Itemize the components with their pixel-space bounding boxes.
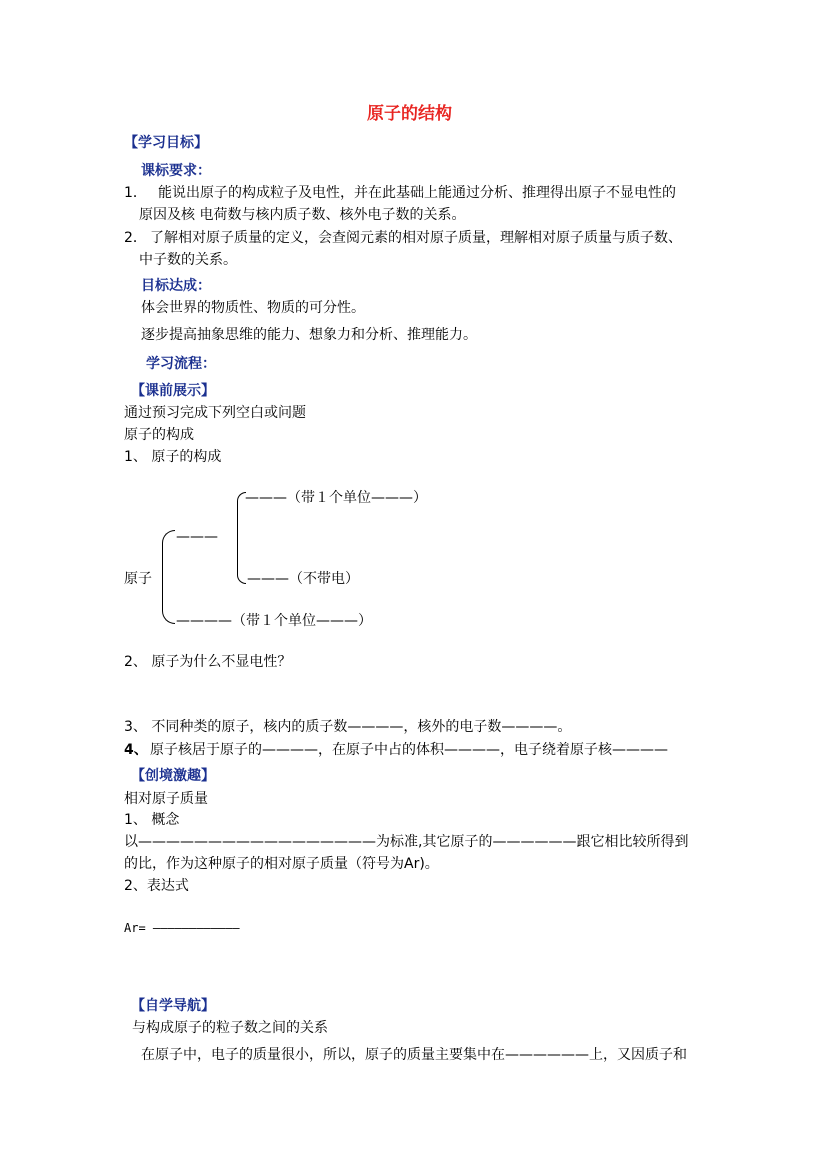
goal-item-1-line-1: 能说出原子的构成粒子及电性，并在此基础上能通过分析、推理得出原子不显电性的	[158, 185, 676, 201]
question-4: 原子核居于原子的————，在原子中占的体积————，电子绕着原子核————	[150, 742, 668, 758]
self-study-subtitle: 与构成原子的粒子数之间的关系	[132, 1020, 328, 1036]
concept-item: 1、 概念	[124, 812, 180, 828]
preview-heading: 【课前展示】	[131, 383, 215, 399]
curriculum-heading: 课标要求：	[141, 163, 211, 179]
item-number: 4、	[124, 742, 148, 758]
proton-line: ———（带１个单位———）	[245, 490, 427, 506]
target-item-1: 体会世界的物质性、物质的可分性。	[141, 300, 365, 316]
item-number: 2．	[124, 230, 147, 246]
concept-line-1: 以—————————————————为标准,其它原子的——————跟它相比较所得到	[124, 834, 689, 850]
scenario-heading: 【创境激趣】	[131, 768, 215, 784]
process-heading: 学习流程：	[146, 356, 216, 372]
concept-line-2: 的比，作为这种原子的相对原子质量（符号为Ar)。	[124, 856, 439, 872]
goal-item-2-line-1: 了解相对原子质量的定义，会查阅元素的相对原子质量，理解相对原子质量与质子数、	[150, 230, 682, 246]
question-1: 1、 原子的构成	[124, 449, 222, 465]
scenario-subtitle: 相对原子质量	[124, 791, 208, 807]
target-item-2: 逐步提高抽象思维的能力、想象力和分析、推理能力。	[141, 327, 477, 343]
question-2: 2、 原子为什么不显电性？	[124, 654, 292, 670]
goal-item-1-line-2: 原因及核 电荷数与核内质子数、核外电子数的关系。	[139, 207, 466, 223]
item-number: 1．	[124, 185, 147, 201]
neutron-line: ———（不带电）	[247, 571, 359, 587]
page-title: 原子的结构	[367, 104, 452, 124]
target-heading: 目标达成：	[141, 278, 211, 294]
preview-intro: 通过预习完成下列空白或问题	[124, 405, 306, 421]
question-3: 3、 不同种类的原子，核内的质子数————，核外的电子数————。	[124, 719, 572, 735]
goal-item-2-line-2: 中子数的关系。	[139, 252, 237, 268]
self-study-heading: 【自学导航】	[131, 998, 215, 1014]
electron-line: ————（带１个单位———）	[176, 613, 372, 629]
learning-goals-heading: 【学习目标】	[124, 135, 208, 151]
preview-subtitle: 原子的构成	[124, 427, 194, 443]
diagram-root-label: 原子	[124, 571, 152, 587]
formula: Ar= ————————————	[124, 921, 240, 935]
expression-item: 2、表达式	[124, 878, 189, 894]
self-study-paragraph: 在原子中，电子的质量很小，所以，原子的质量主要集中在——————上，又因质子和	[141, 1047, 687, 1063]
large-brace	[162, 530, 175, 624]
nucleus-blank: ———	[176, 529, 218, 545]
